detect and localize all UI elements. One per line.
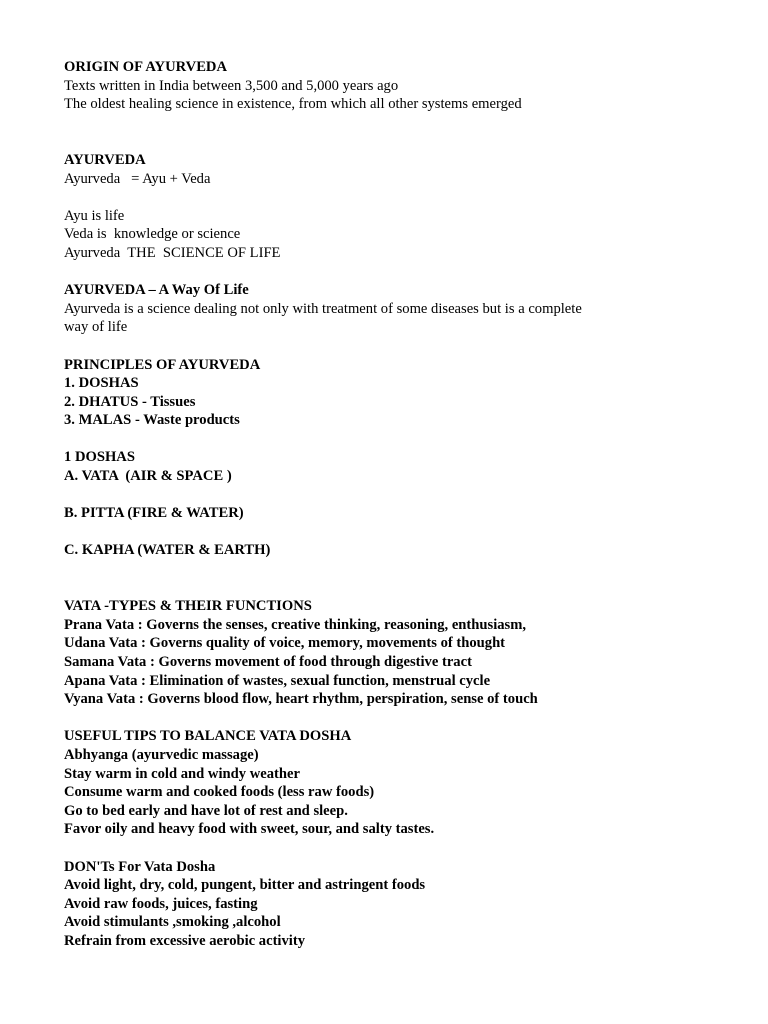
tip-item: Abhyanga (ayurvedic massage) bbox=[64, 746, 259, 763]
ayurveda-line: Ayurveda THE SCIENCE OF LIFE bbox=[64, 244, 281, 261]
vata-type-item: Samana Vata : Governs movement of food through digestive tract bbox=[64, 654, 472, 670]
spacer bbox=[64, 709, 714, 728]
spacer bbox=[64, 839, 714, 858]
principles-item: 2. DHATUS - Tissues bbox=[64, 393, 196, 410]
spacer bbox=[64, 188, 714, 207]
donts-heading: DON'Ts For Vata Dosha bbox=[64, 858, 216, 875]
vata-type-item: Vyana Vata : Governs blood flow, heart rhythm, perspiration, sense of touch bbox=[64, 691, 538, 708]
ayurveda-line: Ayu is life bbox=[64, 207, 125, 224]
tip-item: Stay warm in cold and windy weather bbox=[64, 765, 300, 782]
spacer bbox=[64, 263, 714, 282]
way-of-life-line: Ayurveda is a science dealing not only with treatment of some diseases but is a complete bbox=[64, 300, 582, 317]
dont-item: Avoid light, dry, cold, pungent, bitter and astringent foods bbox=[64, 877, 426, 894]
tip-item: Consume warm and cooked foods (less raw foods) bbox=[64, 784, 375, 801]
tips-heading: USEFUL TIPS TO BALANCE VATA DOSHA bbox=[64, 728, 352, 745]
origin-heading: ORIGIN OF AYURVEDA bbox=[64, 59, 228, 75]
spacer bbox=[64, 337, 714, 356]
vata-types-heading: VATA -TYPES & THEIR FUNCTIONS bbox=[64, 598, 312, 615]
vata-type-item: Apana Vata : Elimination of wastes, sexual function, menstrual cycle bbox=[64, 672, 491, 689]
origin-line: Texts written in India between 3,500 and 5,000 years ago bbox=[64, 77, 399, 94]
spacer bbox=[64, 430, 714, 449]
spacer bbox=[64, 486, 714, 505]
principles-item: 1. DOSHAS bbox=[64, 375, 139, 392]
principles-heading: PRINCIPLES OF AYURVEDA bbox=[64, 356, 261, 373]
ayurveda-equation: Ayurveda = Ayu + Veda bbox=[64, 170, 211, 187]
dosha-pitta: B. PITTA (FIRE & WATER) bbox=[64, 505, 244, 522]
tip-item: Favor oily and heavy food with sweet, sour, and salty tastes. bbox=[64, 821, 435, 838]
document-page bbox=[64, 58, 714, 951]
spacer bbox=[64, 523, 714, 542]
spacer bbox=[64, 560, 714, 597]
dosha-kapha: C. KAPHA (WATER & EARTH) bbox=[64, 542, 271, 559]
dont-item: Refrain from excessive aerobic activity bbox=[64, 932, 305, 949]
spacer bbox=[64, 114, 714, 151]
origin-line: The oldest healing science in existence, from which all other systems emerged bbox=[64, 96, 522, 113]
vata-type-item: Udana Vata : Governs quality of voice, memory, movements of thought bbox=[64, 635, 506, 652]
tip-item: Go to bed early and have lot of rest and sleep. bbox=[64, 802, 348, 819]
way-of-life-line: way of life bbox=[64, 319, 128, 336]
dosha-vata: A. VATA (AIR & SPACE ) bbox=[64, 468, 232, 485]
dont-item: Avoid raw foods, juices, fasting bbox=[64, 895, 258, 912]
dont-item: Avoid stimulants ,smoking ,alcohol bbox=[64, 914, 281, 931]
doshas-heading: 1 DOSHAS bbox=[64, 449, 135, 466]
ayurveda-line: Veda is knowledge or science bbox=[64, 226, 241, 243]
vata-type-item: Prana Vata : Governs the senses, creative thinking, reasoning, enthusiasm, bbox=[64, 616, 527, 633]
principles-item: 3. MALAS - Waste products bbox=[64, 412, 240, 429]
way-of-life-heading: AYURVEDA – A Way Of Life bbox=[64, 282, 249, 299]
ayurveda-heading: AYURVEDA bbox=[64, 151, 146, 168]
